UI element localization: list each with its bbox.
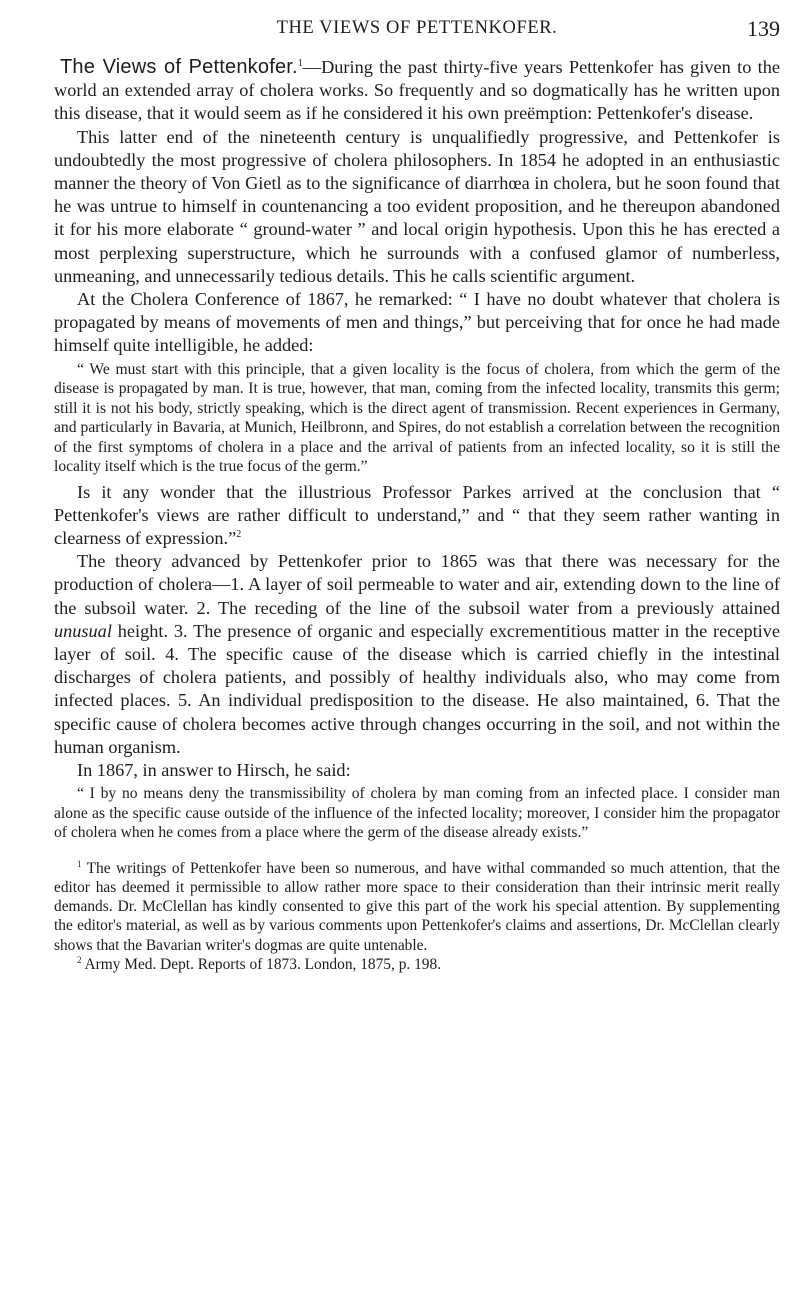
footnote-ref-2: 2 <box>236 529 242 541</box>
running-header <box>54 0 780 56</box>
paragraph-2: This latter end of the nineteenth century is unqualifiedly progressive, and Pettenkofer is undoubtedly the most progressive of cholera philosophers. In 1854 he adopted in an enthusiastic manner the theory of Von Gietl as to the significance of diarrhœa in cholera, but he soon found that he was untrue to himself in countenancing a too evident proposition, and he thereupon abandoned it for his more elaborate “ ground-water ” and local origin hypothesis. Upon this he has erected a most perplexing superstructure, which he surrounds with a confused glamor of numberless, unmeaning, and unnecessarily tedious details. This he calls scientific argument. <box>54 126 780 286</box>
quote-1-text: “ We must start with this principle, that a given locality is the focus of cholera, from which the germ of the disease is propagated by man. It is true, however, that man, coming from the infected locality, transmits this germ; still it is not his body, strictly speaking, which is the direct agent of transmission. Recent experiences in Germany, and particularly in Bavaria, at Munich, Heilbronn, and Spires, do not establish a correlation between the recognition of the first symptoms of cholera in a place and the arrival of patients from an infected locality, so it is still the locality itself which is the true focus of the germ.” <box>54 360 780 476</box>
section-heading: The Views of Pettenkofer. <box>60 56 298 78</box>
paragraph-6: In 1867, in answer to Hirsch, he said: <box>77 760 351 781</box>
page-number: 139 <box>747 16 780 41</box>
block-quote-1 <box>54 360 780 477</box>
footnote-2 <box>54 955 780 974</box>
body-text-2 <box>54 481 780 783</box>
quote-2-text: “ I by no means deny the transmissibility of cholera by man coming from an infected place. I consider man alone as the specific cause outside of the influence of the infected locality; moreover, I consider him the propagator of cholera when he comes from a place where the germ of the disease already exists.” <box>54 785 780 842</box>
paragraph-4 <box>54 481 780 551</box>
paragraph-5 <box>54 550 780 759</box>
paragraph-1 <box>54 56 780 126</box>
footnote-separator <box>54 847 780 859</box>
footnote-ref-1: 1 <box>297 58 303 69</box>
paragraph-4-text: Is it any wonder that the illustrious Professor Parkes arrived at the conclusion that “ Pettenkofer's views are rather difficult to understand,” and “ that they seem rather wanting in clearness of expression.” <box>54 481 780 549</box>
paragraph-3: At the Cholera Conference of 1867, he remarked: “ I have no doubt whatever that cholera is propagated by means of movements of men and things,” but perceiving that for once he had made himself quite intelligible, he added: <box>54 289 780 356</box>
block-quote-2 <box>54 784 780 843</box>
footnote-2-text: Army Med. Dept. Reports of 1873. London, 1875, p. 198. <box>84 955 442 973</box>
footnotes <box>54 859 780 974</box>
footnote-1-mark: 1 <box>77 858 82 869</box>
paragraph-1-text: —During the past thirty-five years Pettenkofer has given to the world an extended array of cholera works. So frequently and so dogmatically has he written upon this disease, that it would seem as if he considered it his own preëmption: Pettenkofer's disease. <box>54 57 780 124</box>
paragraph-5-italic: unusual <box>54 620 112 641</box>
body-text <box>54 56 780 358</box>
footnote-1-text: The writings of Pettenkofer have been so numerous, and have withal commanded so much attention, that the editor has deemed it permissible to allow rather more space to their consideration than their intrinsic merit really demands. Dr. McClellan has kindly consented to give this part of the work his special attention. By supplementing the editor's material, as well as by various comments upon Pettenkofer's claims and assertions, Dr. McClellan clearly shows that the Bavarian writer's dogmas are quite untenable. <box>54 859 780 954</box>
footnote-1 <box>54 859 780 955</box>
book-page <box>54 0 780 974</box>
footnote-2-mark: 2 <box>77 954 82 965</box>
running-title: THE VIEWS OF PETTENKOFER. <box>276 18 558 38</box>
paragraph-5-end: height. 3. The presence of organic and especially excrementitious matter in the receptive layer of soil. 4. The specific cause of the disease which is carried chiefly in the intestinal discharges of cholera patients, and possibly of healthy individuals also, who may come from infected places. 5. An individual predisposition to the disease. He also maintained, 6. That the specific cause of cholera becomes active through changes occurring in the soil, and not within the human organism. <box>54 620 780 757</box>
paragraph-5-start: The theory advanced by Pettenkofer prior to 1865 was that there was necessary for the production of cholera—1. A layer of soil permeable to water and air, extending down to the line of the subsoil water. 2. The receding of the line of the subsoil water from a previously attained <box>54 551 780 618</box>
